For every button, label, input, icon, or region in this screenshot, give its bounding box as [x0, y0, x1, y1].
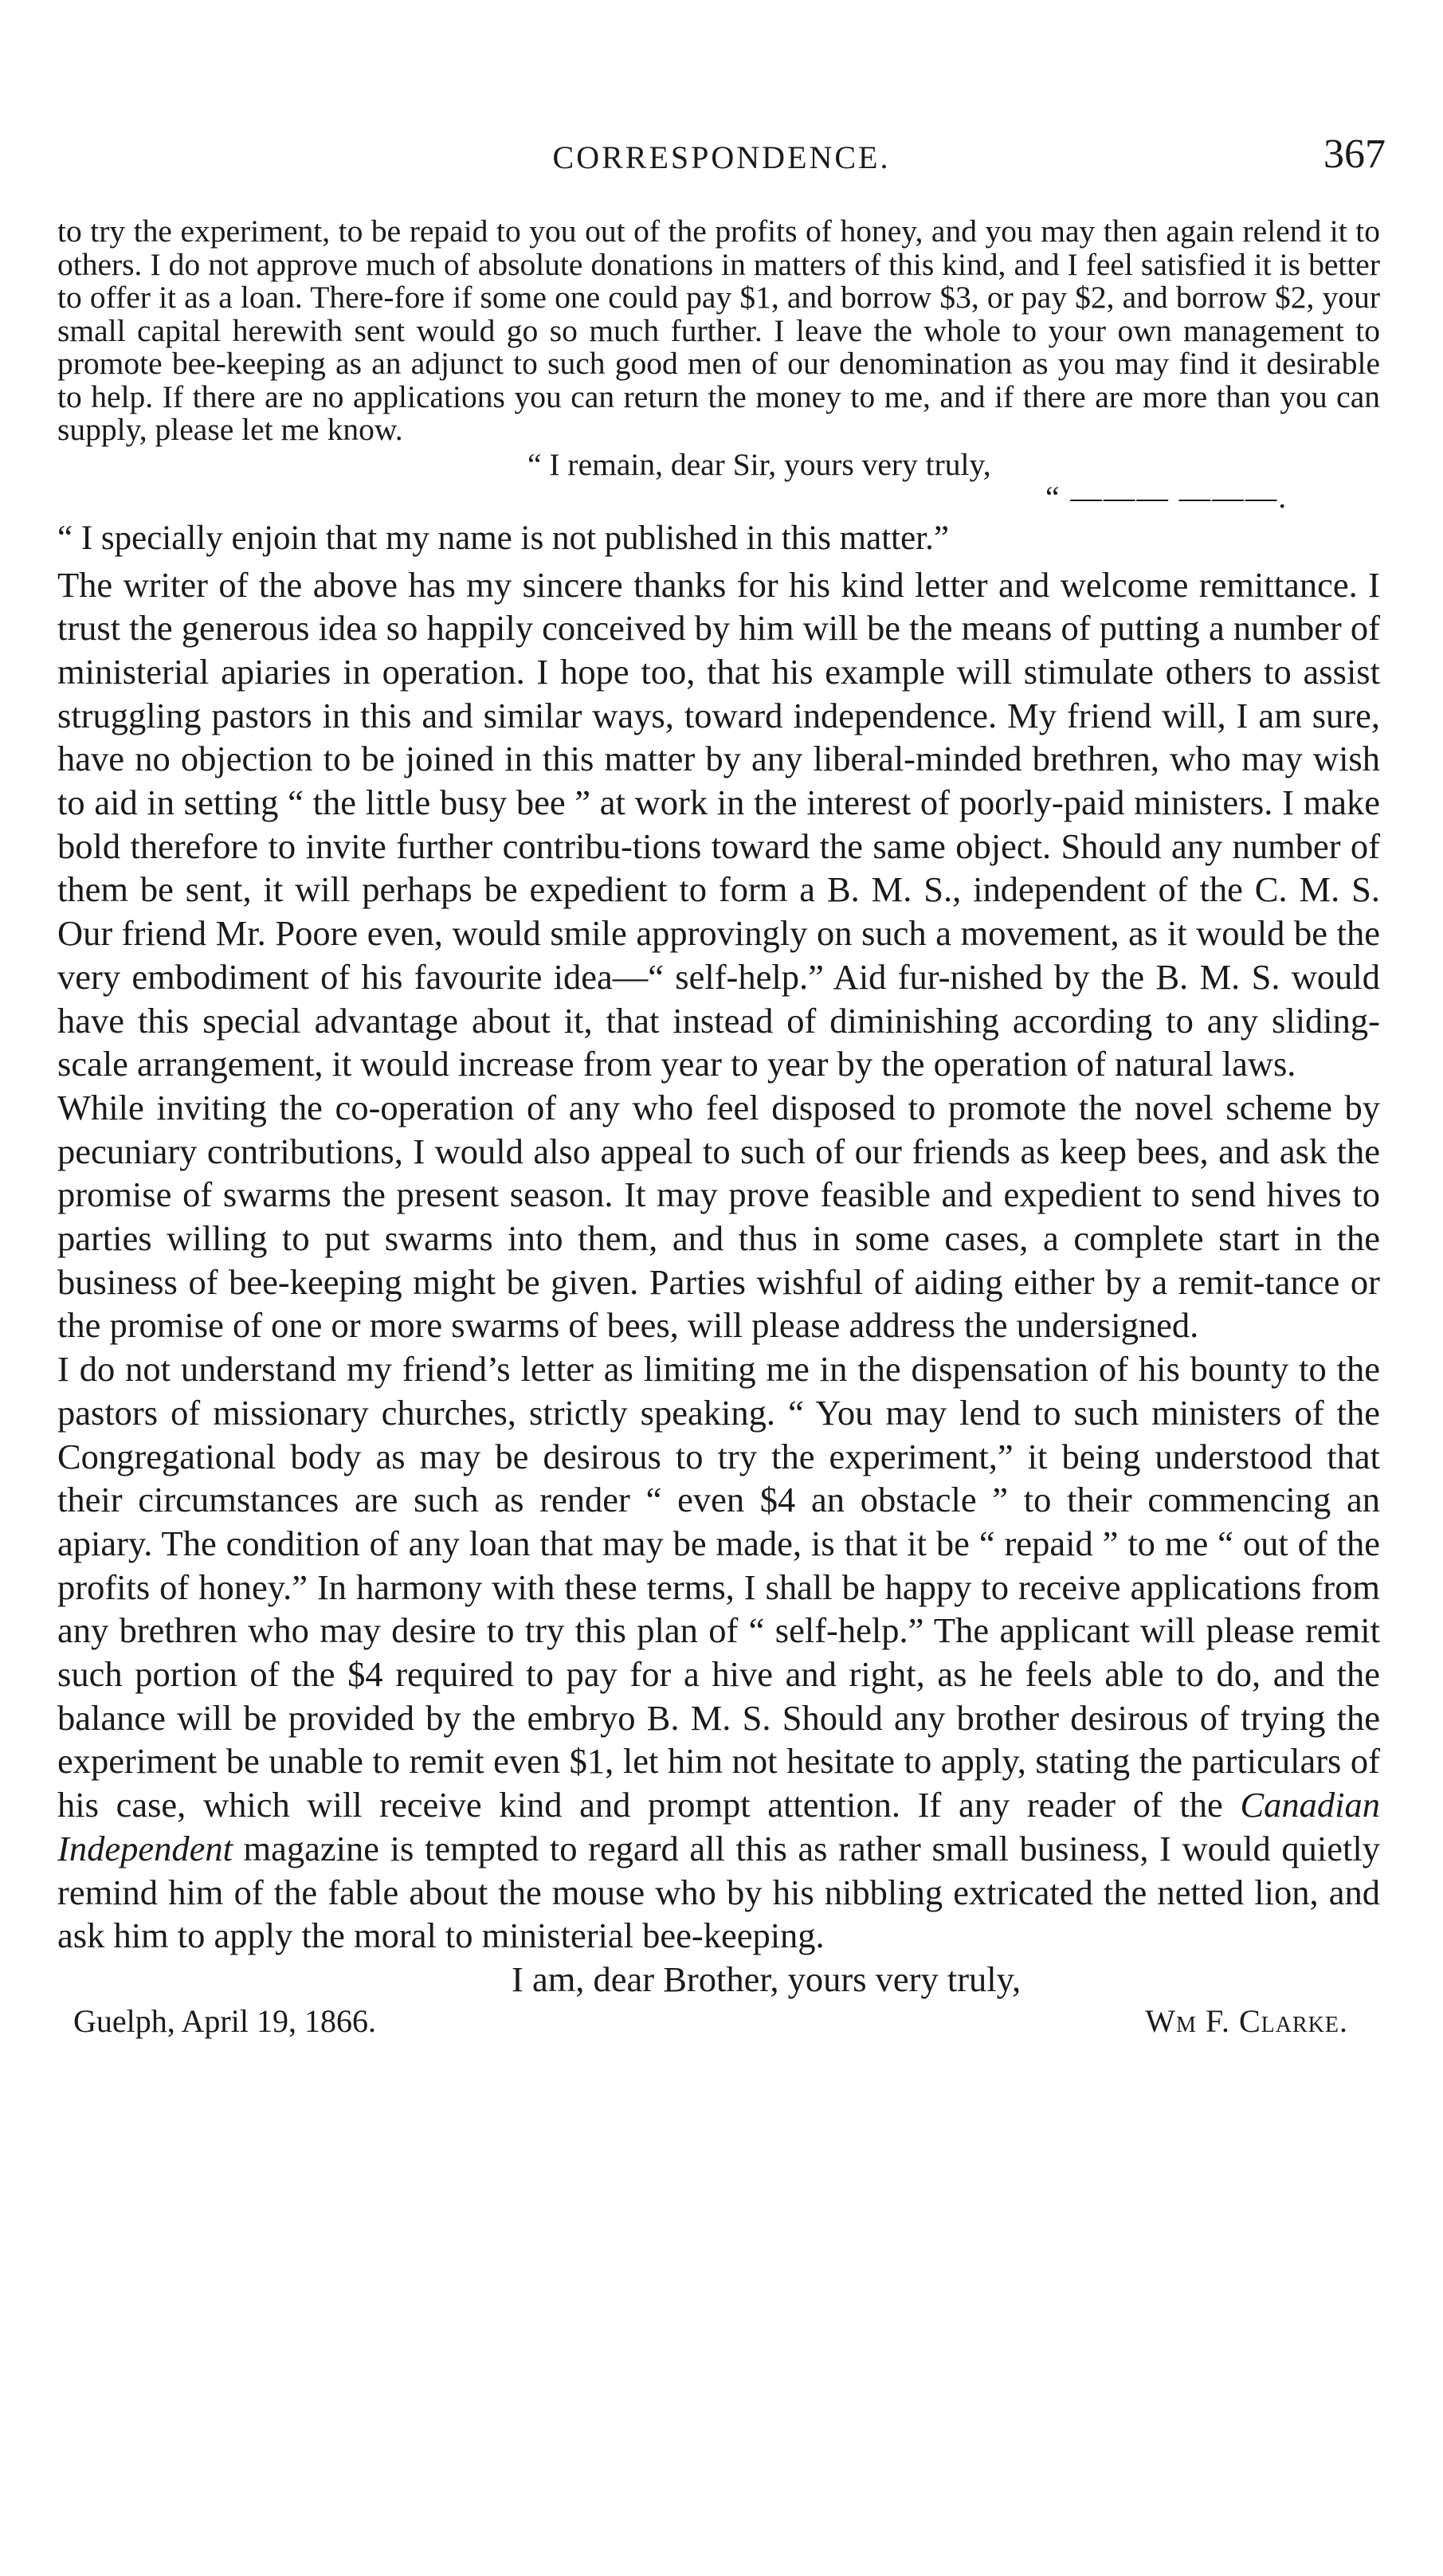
place-and-date: Guelph, April 19, 1866. [73, 2003, 376, 2039]
signature-line [57, 2002, 1380, 2050]
running-header [0, 131, 1443, 190]
running-title: CORRESPONDENCE. [552, 139, 891, 175]
body-paragraph-2: While inviting the co-operation of any who feel disposed to promote the novel scheme by pecuniary contributions, I would also appeal to such of our friends as keep bees, and ask the promise of swarms the present season. It may prove feasible and expedient to send hives to parties willing to put swarms into them, and thus in some cases, a complete start in the business of bee-keeping might be given. Parties wishful of aiding either by a remit-tance or the promise of one or more swarms of bees, will please address the undersigned. [57, 1087, 1380, 1346]
body-paragraph-3 [57, 1347, 1380, 1958]
anonymous-signature: “ ——— ———. [1045, 479, 1288, 515]
letter-signoff: “ I remain, dear Sir, yours very truly, [527, 446, 991, 482]
body-paragraph-1: The writer of the above has my sincere thanks for his kind letter and welcome remittance. I trust the generous idea so happily conceived by him will be the means of putting a number of ministerial apiaries in operation. I hope too, that his example will stimulate others to assist struggling pastors in this and similar ways, toward independence. My friend will, I am sure, have no objection to be joined in this matter by any liberal-minded brethren, who may wish to aid in setting “ the little busy bee ” at work in the interest of poorly-paid ministers. I make bold therefore to invite further contribu-tions toward the same object. Should any number of them be sent, it will perhaps be expedient to form a B. M. S., independent of the C. M. S. Our friend Mr. Poore even, would smile approvingly on such a movement, as it would be the very embodiment of his favourite idea—“ self-help.” Aid fur-nished by the B. M. S. would have this special advantage about it, that instead of diminishing according to any sliding-scale arrangement, it would increase from year to year by the operation of natural laws. [57, 564, 1380, 1084]
quoted-letter-paragraph: to try the experiment, to be repaid to you out of the profits of honey, and you may then again relend it to others. I do not approve much of absolute donations in matters of this kind, and I feel satisfied it is better to offer it as a loan. There-fore if some one could pay $1, and borrow $3, or pay $2, and borrow $2, your small capital herewith sent would go so much further. I leave the whole to your own management to promote bee-keeping as an adjunct to such good men of our denomination as you may find it desirable to help. If there are no applications you can return the money to me, and if there are more than you can supply, please let me know. [57, 214, 1380, 447]
page-number: 367 [1323, 131, 1386, 177]
paragraph-text-after-title: magazine is tempted to regard all this as rather small business, I would quietly remind him of the fable about the mouse who by his nibbling extricated the netted lion, and ask him to apply the moral to ministerial bee-keeping. [57, 1828, 1380, 1956]
letter-postscript: “ I specially enjoin that my name is not published in this matter.” [57, 519, 949, 557]
magazine-title: Canadian Independent [57, 1785, 1380, 1868]
author-name: Wm F. Clarke. [1145, 2003, 1348, 2039]
paragraph-text-before-title: I do not understand my friend’s letter as limiting me in the dispensation of his bounty to the pastors of missionary churches, strictly speaking. “ You may lend to such ministers of the Congregational body as may be desirous to try the experiment,” it being understood that their circumstances are such as render “ even $4 an obstacle ” to their commencing an apiary. The condition of any loan that may be made, is that it be “ repaid ” to me “ out of the profits of honey.” In harmony with these terms, I shall be happy to receive applications from any brethren who may desire to try this plan of “ self-help.” The applicant will please remit such portion of the $4 required to pay for a hive and right, as he feels able to do, and the balance will be provided by the embryo B. M. S. Should any brother desirous of trying the experiment be unable to remit even $1, let him not hesitate to apply, stating the particulars of his case, which will receive kind and prompt attention. If any reader of the [57, 1349, 1380, 1825]
text-block [57, 215, 1380, 2050]
closing-salutation: I am, dear Brother, yours very truly, [512, 1959, 1021, 1999]
